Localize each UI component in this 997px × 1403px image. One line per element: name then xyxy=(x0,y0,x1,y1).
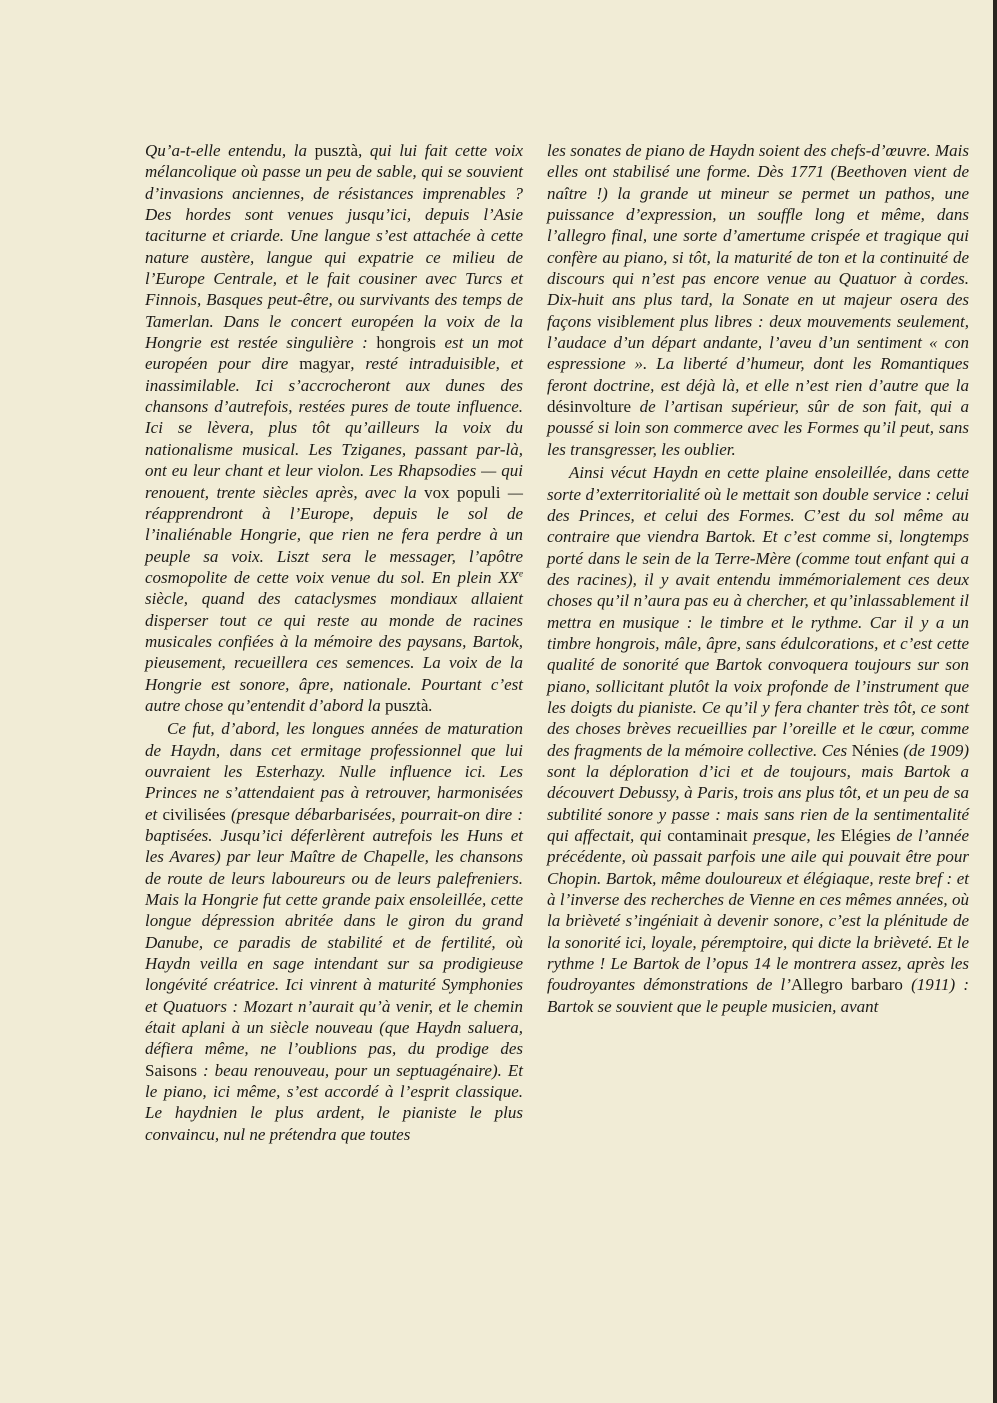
paragraph-haydn-sonatas xyxy=(547,140,969,460)
italic-run: . xyxy=(428,695,433,715)
roman-run: magyar xyxy=(299,354,351,374)
italic-run: : beau renouveau, pour un septuagénaire). Et le piano, ici même, s’est accordé à l’esprit classique. Le haydnien le plus ardent, le pianiste le plus convaincu, nul ne prétendra que toutes xyxy=(145,1060,523,1144)
italic-run: , qui lui fait cette voix mélancolique où passe un peu de sable, qui se souvient d’invasions anciennes, de résistances imprenables ? Des hordes sont venues jusqu’ici, depuis l’Asie taciturne et criarde. Une langue s’est attachée à cette nature austère, langue qui expatrie ce milieu de l’Europe Centrale, et le fait cousiner avec Turcs et Finnois, Basques peut-être, ou survivants des temps de Tamerlan. Dans le concert européen la voix de la Hongrie est restée singulière : xyxy=(145,141,523,353)
text-column-right xyxy=(547,140,969,1017)
italic-run: siècle, quand des cataclysmes mondiaux allaient disperser tout ce qui reste au monde de racines musicales confiées à la mémoire des paysans, Bartok, pieusement, recueillera ces semences. La voix de la Hongrie est sonore, âpre, nationale. Pourtant c’est autre chose qu’entendit d’abord la xyxy=(145,589,523,715)
italic-run: de l’année précédente, où passait parfois une aile qui pouvait être pour Chopin. Bartok, même douloureux et élégiaque, reste bref : et à l’inverse des recherches de Vienne en ces mêmes années, où la brièveté s’ingéniait à devenir sonore, c’est la plénitude de la sonorité ici, loyale, péremptoire, qui dicte la brièveté. Et le rythme ! Le Bartok de l’opus 14 le montrera assez, après les foudroyantes démonstrations de l’ xyxy=(547,826,969,995)
roman-run: désinvolture xyxy=(547,397,632,417)
italic-run: (presque débarbarisées, pourrait-on dire : baptisées. Jusqu’ici déferlèrent autrefois les Huns et les Avares) par leur Maître de Chapelle, les chansons de route de leurs laboureurs ou de leurs palefreniers. Mais la Hongrie fut cette grande paix ensoleillée, cette longue dépression abritée dans le giron du grand Danube, ce paradis de stabilité et de fertilité, où Haydn veilla en sage intendant sur sa prodigieuse longévité créatrice. Ici vinrent à maturité Symphonies et Quatuors : Mozart n’aurait qu’à venir, et le chemin était aplani à un siècle nouveau (que Haydn saluera, défiera même, ne l’oublions pas, du prodige des xyxy=(145,804,523,1059)
italic-run: (de 1909) sont la déploration d’ici et de toujours, mais Bartok a découvert Debussy, à Paris, trois ans plus tôt, et un peu de sa subtilité sonore y passe : mais sans rien de la sentimentalité qui affectait, qui xyxy=(547,740,969,845)
roman-run: vox populi xyxy=(424,482,501,502)
roman-run: pusztà xyxy=(385,695,429,715)
roman-run: Nénies xyxy=(851,740,899,760)
roman-run: hongrois xyxy=(376,333,436,353)
italic-run: les sonates de piano de Haydn soient des chefs-d’œuvre. Mais elles ont stabilisé une forme. Dès 1771 (Beethoven vient de naître !) la grande ut mineur se permet un pathos, une puissance d’expression, un souffle long et même, dans l’allegro final, une sorte d’amertume crispée et tragique qui confère au piano, si tôt, la maturité de ton et la continuité de discours qui n’est pas encore venue au Quatuor à cordes. Dix-huit ans plus tard, la Sonate en ut majeur osera des façons visiblement plus libres : deux mouvements seulement, l’audace d’un départ andante, l’aveu d’un sentiment « con espressione ». La liberté d’humeur, dont les Romantiques feront doctrine, est déjà là, et elle n’est rien d’autre que la xyxy=(547,141,969,395)
paragraph-puszta xyxy=(145,140,523,716)
italic-run: — réapprendront à l’Europe, depuis le sol de l’inaliénable Hongrie, que rien ne fera perdre à un peuple sa voix. Liszt sera le messager, l’apôtre cosmopolite de cette voix venue du sol. En plein XX xyxy=(145,482,523,587)
italic-run: de l’artisan supérieur, sûr de son fait, qui a poussé si loin son commerce avec les Formes qu’il peut, sans les transgresser, les oublier. xyxy=(547,397,969,459)
italic-run: presque, les xyxy=(747,826,841,845)
paragraph-haydn-maturation xyxy=(145,718,523,1145)
roman-run: pusztà xyxy=(314,141,359,160)
italic-run: Qu’a-t-elle entendu, la xyxy=(145,141,315,160)
italic-run: est un mot européen pour dire xyxy=(145,333,523,374)
paragraph-bartok-soil xyxy=(547,462,969,1017)
roman-run: Elégies xyxy=(840,826,891,845)
superscript-run: e xyxy=(519,568,523,579)
roman-run: civilisées xyxy=(162,804,226,824)
italic-run: (1911) : Bartok se souvient que le peuple musicien, avant xyxy=(547,975,969,1016)
roman-run: Allegro barbaro xyxy=(790,975,903,995)
text-column-left xyxy=(145,140,523,1145)
roman-run: Saisons xyxy=(145,1060,197,1080)
page-edge-mark xyxy=(993,0,997,1403)
italic-run: , resté intraduisible, et inassimilable. Ici s’accrocheront aux dunes des chansons d’autrefois, restées pures de toute influence. Ici se lèvera, plus tôt qu’ailleurs la voix du nationalisme musical. Les Tziganes, passant par-là, ont eu leur chant et leur violon. Les Rhapsodies — qui renouent, trente siècles après, avec la xyxy=(145,354,523,502)
italic-run: Ce fut, d’abord, les longues années de maturation de Haydn, dans cet ermitage professionnel que lui ouvraient les Esterhazy. Nulle influence ici. Les Princes ne s’attendaient pas à retrouver, harmonisées et xyxy=(145,719,523,824)
roman-run: contaminait xyxy=(667,826,748,845)
italic-run: Ainsi vécut Haydn en cette plaine ensoleillée, dans cette sorte d’exterritorialité où le mettait son double service : celui des Princes, et celui des Formes. C’est du sol même au contraire que viendra Bartok. Et c’est comme si, longtemps porté dans le sein de la Terre-Mère (comme tout enfant qui a des racines), il y avait entendu immémorialement ces deux choses qu’il n’aura pas eu à chercher, et qu’inlassablement il mettra en musique : le timbre et le rythme. Car il y a un timbre hongrois, mâle, âpre, sans édulcorations, et c’est cette qualité de sonorité que Bartok convoquera toujours sur son piano, sollicitant plutôt la voix profonde de l’instrument que les doigts du pianiste. Ce qu’il y fera chanter très tôt, ce sont des choses brèves recueillies par l’oreille et le cœur, comme des fragments de la mémoire collective. Ces xyxy=(547,463,969,760)
